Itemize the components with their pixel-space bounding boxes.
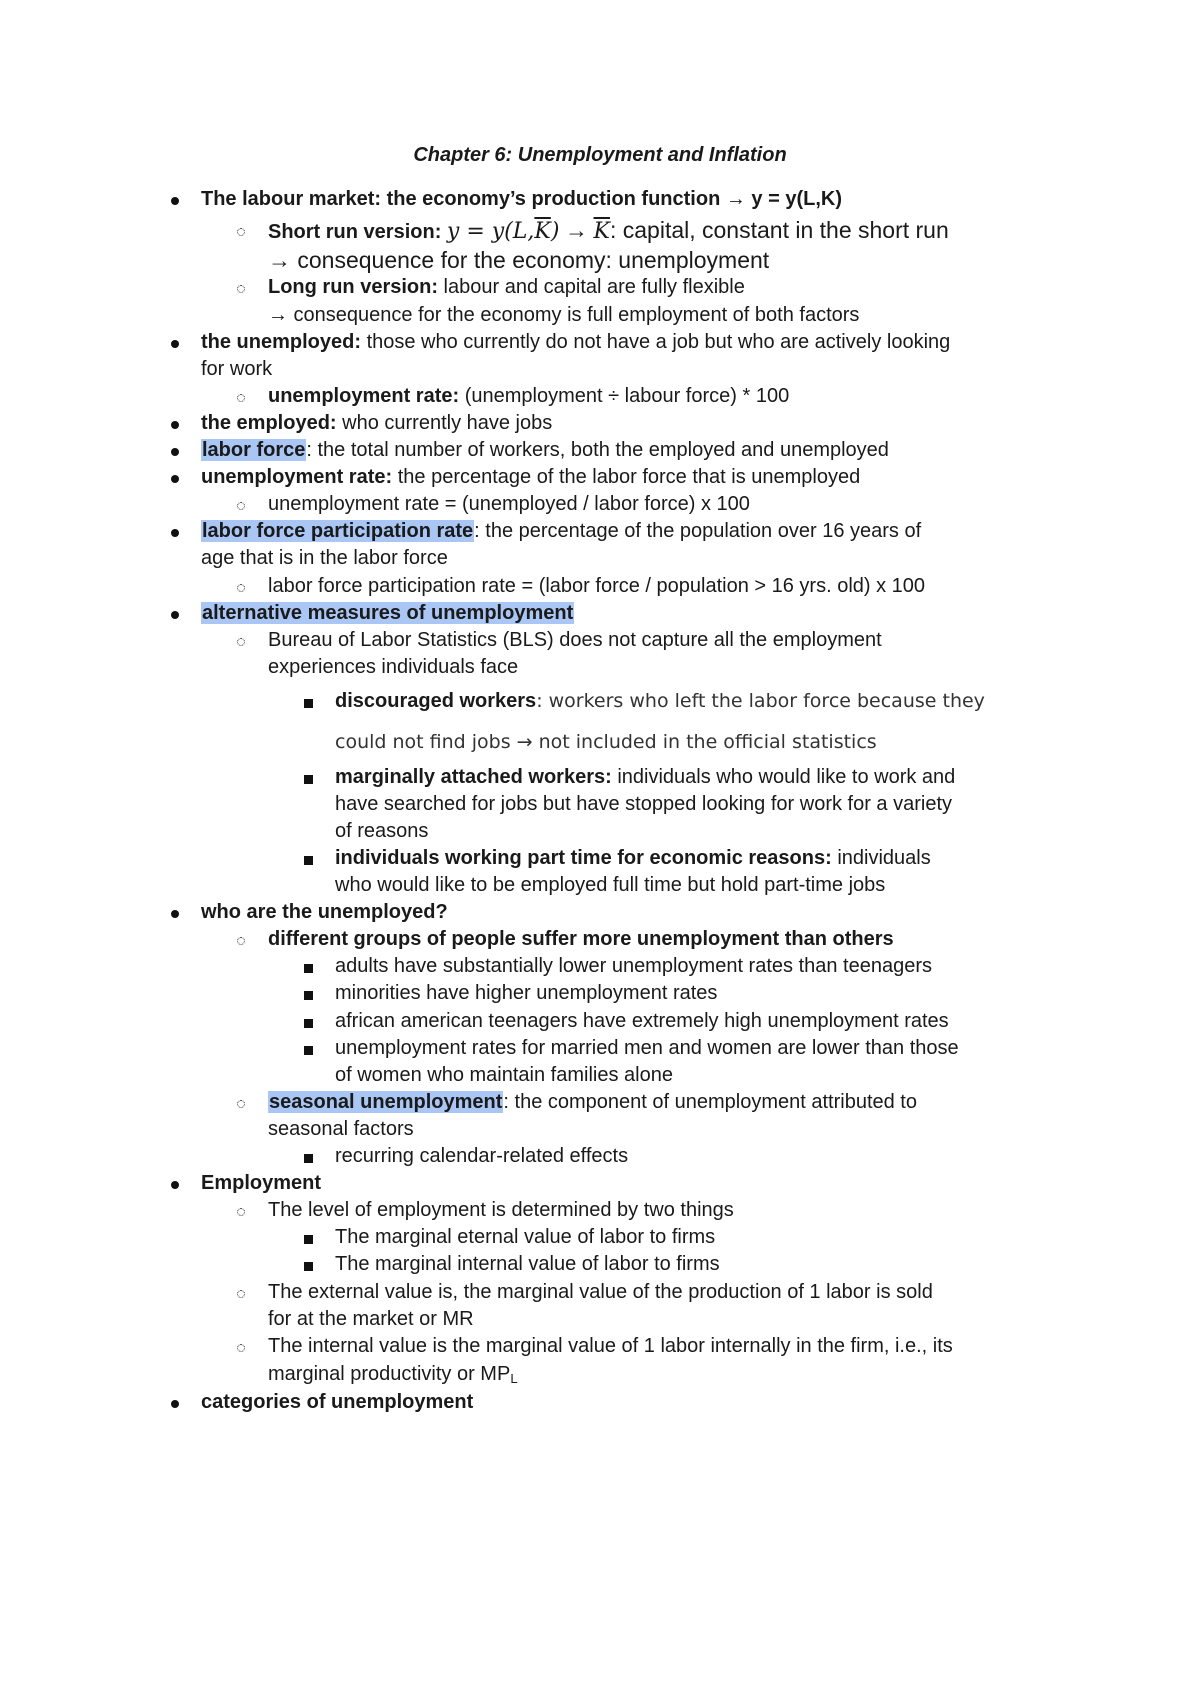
list-item-recurring: recurring calendar-related effects bbox=[335, 1145, 629, 1167]
lfpr-formula: labor force participation rate = (labor force / population > 16 yrs. old) x 100 bbox=[268, 575, 926, 597]
square-bullet-icon bbox=[304, 1262, 313, 1271]
list-item-external-value: The external value is, the marginal value of the production of 1 labor is sold bbox=[268, 1281, 933, 1303]
list-item-minorities: minorities have higher unemployment rates bbox=[335, 982, 718, 1004]
list-item-unemployment-rate-1: unemployment rate: (unemployment ÷ labour force) * 100 bbox=[268, 385, 790, 407]
square-bullet-icon bbox=[304, 1154, 313, 1163]
bls-line-2: experiences individuals face bbox=[268, 656, 519, 678]
list-item-unemployment-rate-2: unemployment rate: the percentage of the labor force that is unemployed bbox=[201, 466, 861, 488]
list-item-adults: adults have substantially lower unemployment rates than teenagers bbox=[335, 955, 933, 977]
square-bullet-icon bbox=[304, 964, 313, 973]
square-bullet-icon bbox=[304, 856, 313, 865]
list-item-african-american: african american teenagers have extremely high unemployment rates bbox=[335, 1010, 949, 1032]
square-bullet-icon bbox=[304, 1019, 313, 1028]
seasonal-cont: seasonal factors bbox=[268, 1118, 414, 1140]
list-item-long-run: Long run version: labour and capital are fully flexible bbox=[268, 276, 745, 298]
list-item-employment: Employment bbox=[201, 1172, 322, 1194]
part-time-cont: who would like to be employed full time but hold part-time jobs bbox=[335, 874, 886, 896]
list-item-seasonal: seasonal unemployment: the component of unemployment attributed to bbox=[269, 1091, 917, 1113]
sub-bullet-icon bbox=[237, 1344, 245, 1352]
sub-bullet-icon bbox=[237, 638, 245, 646]
list-item-who-unemployed: who are the unemployed? bbox=[201, 901, 448, 923]
sub-bullet-icon bbox=[237, 1208, 245, 1216]
sub-bullet-icon bbox=[237, 584, 245, 592]
external-value-cont: for at the market or MR bbox=[268, 1308, 474, 1330]
bullet-icon bbox=[171, 197, 179, 205]
list-item-different-groups: different groups of people suffer more unemployment than others bbox=[268, 928, 894, 950]
bullet-icon bbox=[171, 1400, 179, 1408]
page-title: Chapter 6: Unemployment and Inflation bbox=[413, 144, 787, 166]
list-item-lfpr-cont: age that is in the labor force bbox=[201, 547, 448, 569]
list-item-marginally-attached: marginally attached workers: individuals who would like to work and bbox=[335, 766, 956, 788]
marginally-cont-2: of reasons bbox=[335, 820, 429, 842]
list-item-internal-value: The internal value is the marginal value of 1 labor internally in the firm, i.e., its bbox=[268, 1335, 953, 1357]
bullet-icon bbox=[171, 1181, 179, 1189]
list-item-unemployed-cont: for work bbox=[201, 358, 273, 380]
square-bullet-icon bbox=[304, 775, 313, 784]
list-item-employed: the employed: who currently have jobs bbox=[201, 412, 553, 434]
list-item-part-time: individuals working part time for economic reasons: individuals bbox=[335, 847, 931, 869]
sub-bullet-icon bbox=[237, 285, 245, 293]
list-item-unemployed: the unemployed: those who currently do not have a job but who are actively looking bbox=[201, 331, 951, 353]
square-bullet-icon bbox=[304, 991, 313, 1000]
bullet-icon bbox=[171, 611, 179, 619]
bullet-icon bbox=[171, 340, 179, 348]
list-item-alternative-measures: alternative measures of unemployment bbox=[202, 602, 574, 624]
square-bullet-icon bbox=[304, 1235, 313, 1244]
list-item-eternal: The marginal eternal value of labor to firms bbox=[335, 1226, 716, 1248]
marginally-cont-1: have searched for jobs but have stopped looking for work for a variety bbox=[335, 793, 953, 815]
list-item-short-run: Short run version: $y = y(L,\overline{K}) \to \overline{K}$: capital, constant in the short run bbox=[268, 217, 949, 244]
bullet-icon bbox=[171, 421, 179, 429]
bullet-icon bbox=[171, 475, 179, 483]
sub-bullet-icon bbox=[237, 394, 245, 402]
discouraged-cont: could not find jobs → not included in the official statistics bbox=[335, 731, 877, 753]
short-run-consequence: → consequence for the economy: unemployment bbox=[268, 247, 770, 273]
sub-bullet-icon bbox=[237, 228, 245, 236]
sub-bullet-icon bbox=[237, 1290, 245, 1298]
sub-bullet-icon bbox=[237, 502, 245, 510]
square-bullet-icon bbox=[304, 699, 313, 708]
list-item-level: The level of employment is determined by two things bbox=[268, 1199, 734, 1221]
list-item-labour-market: The labour market: the economy’s production function → y = y(L,K) bbox=[201, 188, 842, 210]
sub-bullet-icon bbox=[237, 1100, 245, 1108]
internal-value-cont: marginal productivity or $MP_L$ bbox=[268, 1363, 518, 1386]
married-cont: of women who maintain families alone bbox=[335, 1064, 673, 1086]
long-run-consequence: → consequence for the economy is full employment of both factors bbox=[268, 304, 860, 326]
list-item-internal: The marginal internal value of labor to firms bbox=[335, 1253, 720, 1275]
list-item-discouraged: discouraged workers: workers who left the labor force because they bbox=[335, 690, 985, 712]
bullet-icon bbox=[171, 910, 179, 918]
unemployment-rate-formula: unemployment rate = (unemployed / labor force) x 100 bbox=[268, 493, 750, 515]
bullet-icon bbox=[171, 448, 179, 456]
bullet-icon bbox=[171, 529, 179, 537]
square-bullet-icon bbox=[304, 1046, 313, 1055]
list-item-labor-force: labor force: the total number of workers, both the employed and unemployed bbox=[202, 439, 889, 461]
list-item-categories: categories of unemployment bbox=[201, 1391, 474, 1413]
list-item-lfpr: labor force participation rate: the percentage of the population over 16 years of bbox=[202, 520, 922, 542]
bls-line-1: Bureau of Labor Statistics (BLS) does not capture all the employment bbox=[268, 629, 882, 651]
sub-bullet-icon bbox=[237, 937, 245, 945]
list-item-married: unemployment rates for married men and women are lower than those bbox=[335, 1037, 959, 1059]
